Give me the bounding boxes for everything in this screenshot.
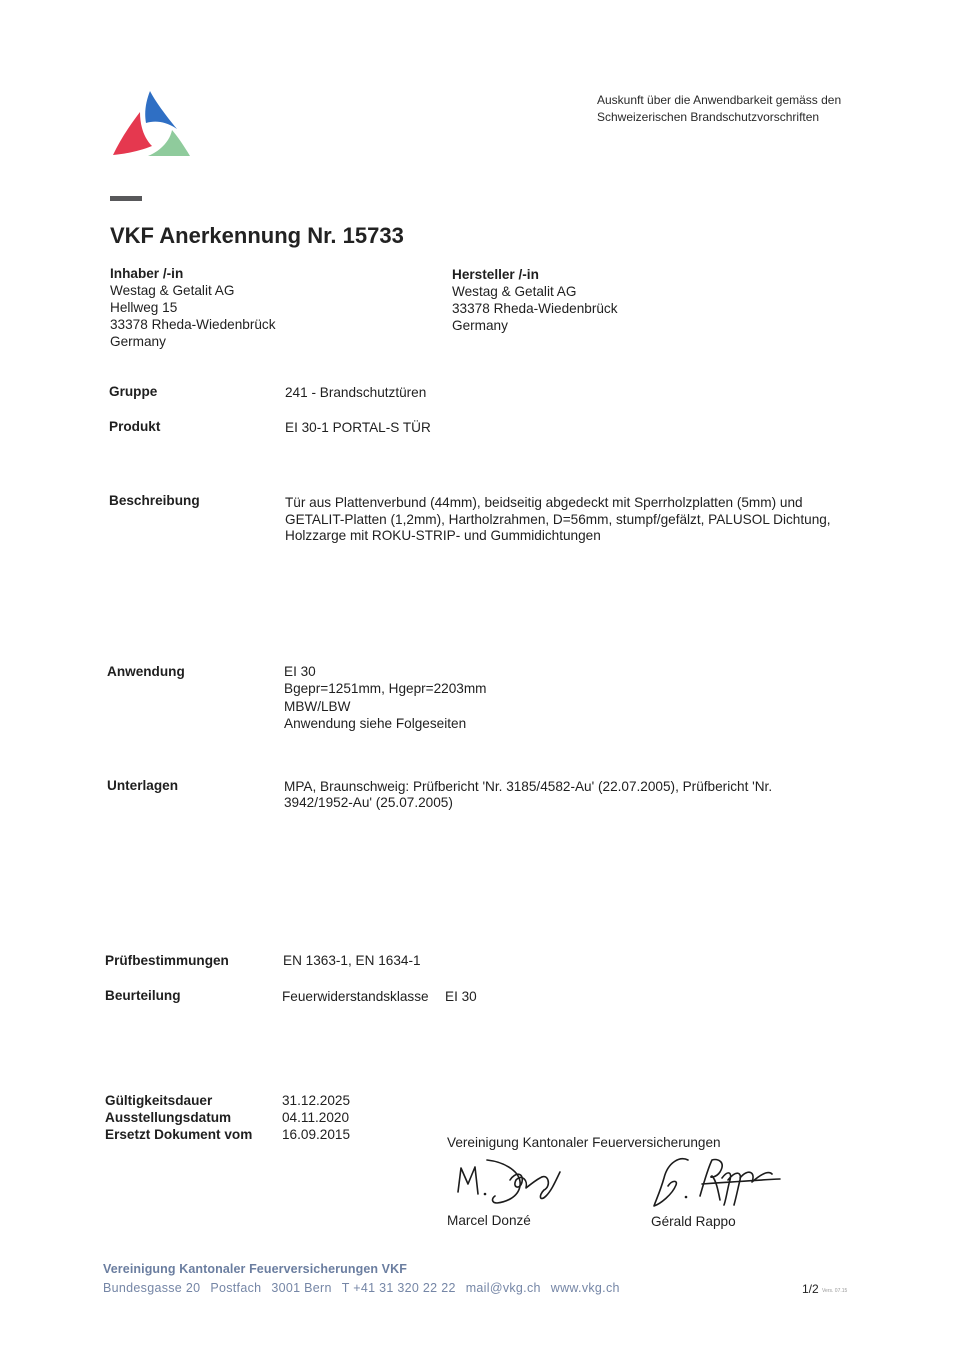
- validity-value: 31.12.2025: [282, 1093, 351, 1108]
- issue-date-value: 04.11.2020: [282, 1110, 350, 1125]
- application-line: MBW/LBW: [284, 698, 351, 714]
- manufacturer-line: Germany: [452, 318, 508, 333]
- validity-label: Gültigkeitsdauer: [105, 1093, 213, 1108]
- vkf-triangle-logo-icon: [110, 88, 194, 158]
- description-line: Holzzarge mit ROKU-STRIP- und Gummidichtungen: [285, 528, 601, 544]
- applicability-note-line: Auskunft über die Anwendbarkeit gemäss den: [597, 93, 842, 107]
- application-label: Anwendung: [107, 664, 185, 679]
- footer-postbox: Postfach: [210, 1281, 262, 1295]
- product-value: EI 30-1 PORTAL-S TÜR: [285, 420, 431, 435]
- holder-block: [110, 265, 276, 350]
- signatures: [440, 1145, 800, 1220]
- manufacturer-block: [452, 266, 618, 334]
- holder-line: Westag & Getalit AG: [110, 283, 235, 298]
- logo-blue-segment: [145, 91, 177, 129]
- documents-value: [284, 779, 772, 811]
- application-line: Bgepr=1251mm, Hgepr=2203mm: [284, 681, 487, 697]
- signatory-organization: Vereinigung Kantonaler Feuerversicherungen: [447, 1135, 721, 1150]
- signature-rappo: [654, 1159, 780, 1206]
- applicability-note-line: Schweizerischen Brandschutzvorschriften: [597, 110, 820, 124]
- replaces-document-value: 16.09.2015: [282, 1127, 351, 1142]
- signatory-name-donze: Marcel Donzé: [447, 1213, 531, 1228]
- footer-contact: [103, 1280, 630, 1296]
- product-label: Produkt: [109, 419, 161, 434]
- assessment-class-label: Feuerwiderstandsklasse: [282, 989, 429, 1004]
- holder-line: Hellweg 15: [110, 300, 178, 315]
- holder-line: Germany: [110, 334, 166, 349]
- description-line: Tür aus Plattenverbund (44mm), beidseitig abgedeckt mit Sperrholzplatten (5mm) und: [285, 495, 803, 510]
- footer-address: Bundesgasse 20: [103, 1281, 201, 1295]
- footer-city: 3001 Bern: [271, 1281, 332, 1295]
- header-divider-bar: [110, 196, 142, 201]
- manufacturer-label: Hersteller /-in: [452, 267, 539, 282]
- holder-line: 33378 Rheda-Wiedenbrück: [110, 317, 276, 332]
- footer-phone: T +41 31 320 22 22: [341, 1281, 456, 1295]
- replaces-document-label: Ersetzt Dokument vom: [105, 1127, 253, 1142]
- documents-line: MPA, Braunschweig: Prüfbericht 'Nr. 3185/4582-Au' (22.07.2005), Prüfbericht 'Nr.: [284, 779, 773, 794]
- group-value: 241 - Brandschutztüren: [285, 385, 427, 400]
- application-line: Anwendung siehe Folgeseiten: [284, 715, 467, 731]
- manufacturer-line: Westag & Getalit AG: [452, 284, 577, 299]
- footer-organization: Vereinigung Kantonaler Feuerversicherungen VKF: [103, 1262, 407, 1276]
- manufacturer-line: 33378 Rheda-Wiedenbrück: [452, 301, 618, 316]
- application-value: [284, 663, 487, 732]
- form-version: Vers. 07.15: [822, 1288, 848, 1294]
- page-title: VKF Anerkennung Nr. 15733: [110, 223, 404, 248]
- documents-label: Unterlagen: [107, 778, 179, 793]
- documents-line: 3942/1952-Au' (25.07.2005): [284, 795, 453, 810]
- holder-label: Inhaber /-in: [110, 266, 184, 281]
- page-number: 1/2: [802, 1282, 819, 1296]
- test-standards-value: EN 1363-1, EN 1634-1: [283, 953, 421, 968]
- logo-green-segment: [148, 130, 190, 156]
- issue-date-label: Ausstellungsdatum: [105, 1110, 232, 1125]
- signature-donze: [458, 1160, 560, 1203]
- applicability-note: [597, 92, 841, 126]
- signatory-name-rappo: Gérald Rappo: [651, 1214, 736, 1229]
- group-label: Gruppe: [109, 384, 158, 399]
- footer-website: www.vkg.ch: [550, 1281, 620, 1295]
- assessment-label: Beurteilung: [105, 988, 181, 1003]
- validity-values: [282, 1092, 350, 1143]
- footer-email: mail@vkg.ch: [465, 1281, 541, 1295]
- validity-labels: [105, 1092, 252, 1143]
- application-line: EI 30: [284, 664, 316, 679]
- test-standards-label: Prüfbestimmungen: [105, 953, 229, 968]
- description-label: Beschreibung: [109, 493, 200, 508]
- description-value: [285, 495, 831, 545]
- description-line: GETALIT-Platten (1,2mm), Hartholzrahmen, D=56mm, stumpf/gefälzt, PALUSOL Dichtung,: [285, 511, 831, 527]
- assessment-class-value: EI 30: [445, 989, 477, 1004]
